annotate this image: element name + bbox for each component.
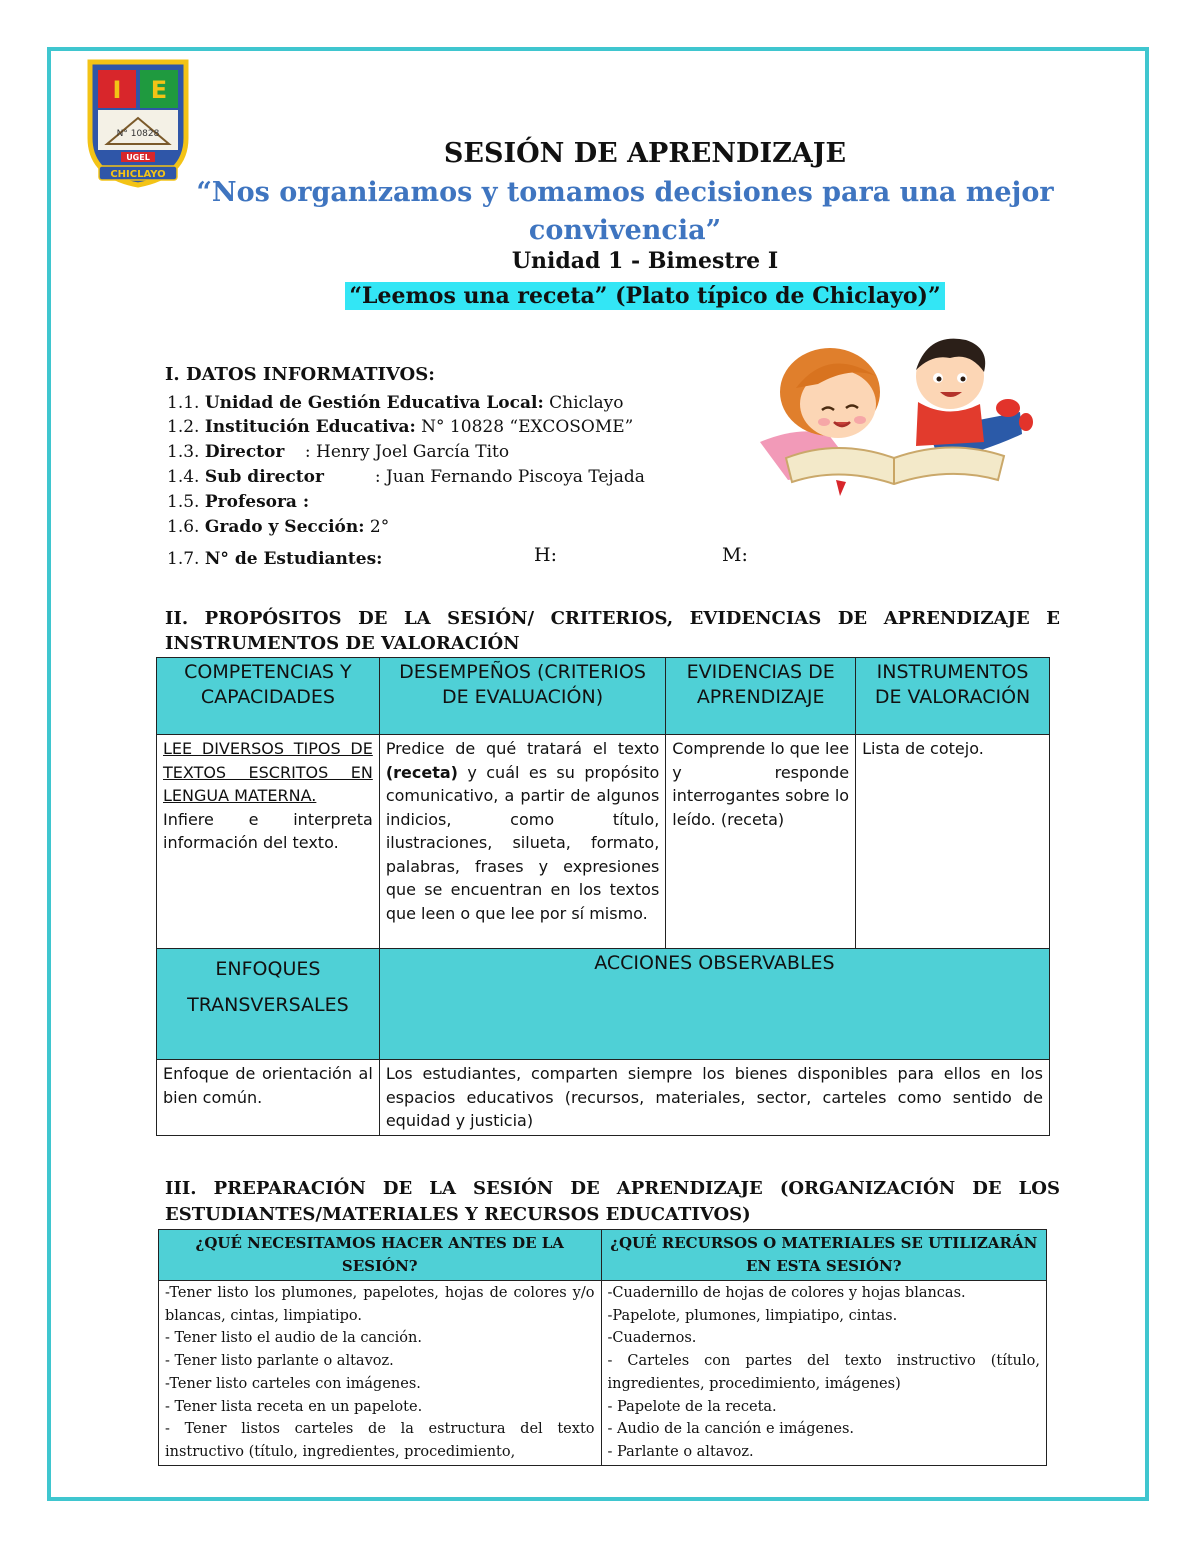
info-item-3	[167, 439, 509, 465]
girl-figure-icon	[780, 348, 880, 438]
competence-text: LEE DIVERSOS TIPOS DE TEXTOS ESCRITOS EN LENGUA MATERNA.	[163, 739, 373, 805]
resource-item: -Cuadernillo de hojas de colores y hojas blancas.	[607, 1285, 966, 1301]
prep-item: - Tener lista receta en un papelote.	[165, 1398, 423, 1415]
session-subtitle: “Nos organizamos y tomamos decisiones para una mejor convivencia”	[196, 177, 1054, 246]
prep-item: - Tener listo el audio de la canción.	[165, 1330, 422, 1347]
prep-item: -Tener listo los plumones, papelotes, hojas de colores y/o blancas, cintas, limpiatipo.	[165, 1285, 595, 1324]
info-label: Profesora :	[204, 492, 310, 512]
info-num: 1.1.	[167, 393, 200, 413]
before-session-header: ¿QUÉ NECESITAMOS HACER ANTES DE LA SESIÓN?	[159, 1230, 602, 1281]
competencias-header: COMPETENCIAS Y CAPACIDADES	[157, 658, 380, 735]
school-logo	[85, 58, 191, 188]
prep-item: -Tener listo carteles con imágenes.	[165, 1375, 421, 1392]
resource-item: -Cuadernos.	[607, 1330, 697, 1347]
instrument-cell: Lista de cotejo.	[856, 735, 1050, 949]
competence-cell	[157, 735, 380, 949]
info-value: : Henry Joel García Tito	[304, 442, 510, 462]
info-num: 1.2.	[167, 417, 200, 437]
info-heading: I. DATOS INFORMATIVOS:	[165, 364, 435, 385]
info-label: Institución Educativa:	[204, 417, 416, 437]
children-reading-illustration	[758, 330, 1033, 498]
section-3-heading-line1: III. PREPARACIÓN DE LA SESIÓN DE APRENDIZAJE (ORGANIZACIÓN DE LOS	[165, 1178, 1060, 1199]
enfoques-header-row	[157, 949, 1050, 1060]
boys-count-label: H:	[534, 544, 557, 566]
performance-text-end: y cuál es su propósito comunicativo, a partir de algunos indicios, como título, ilustraciones, silueta, formato, palabras, frases y expresiones que se encuentran en los textos que leen o que lee por sí mismo.	[385, 762, 660, 923]
purposes-table	[156, 657, 1050, 1136]
info-value: 2°	[364, 517, 390, 537]
info-label: Director	[204, 442, 285, 462]
section-2-heading-line2: INSTRUMENTOS DE VALORACIÓN	[165, 633, 520, 654]
page-title: SESIÓN DE APRENDIZAJE	[443, 138, 847, 169]
logo-letter-e: E	[150, 76, 168, 104]
info-item-1	[167, 390, 623, 416]
info-item-6	[167, 514, 389, 540]
info-num: 1.6.	[167, 517, 200, 537]
resource-item: - Carteles con partes del texto instructivo (título, ingredientes, procedimiento, imágenes)	[607, 1353, 1040, 1392]
info-num: 1.5.	[167, 492, 200, 512]
evidencias-header: EVIDENCIAS DE APRENDIZAJE	[666, 658, 856, 735]
info-value: : Juan Fernando Piscoya Tejada	[374, 467, 645, 487]
resources-cell	[601, 1281, 1047, 1466]
info-label: Grado y Sección:	[204, 517, 365, 537]
logo-letter-i: I	[112, 76, 122, 104]
evidence-cell: Comprende lo que lee y responde interrogantes sobre lo leído. (receta)	[666, 735, 856, 949]
info-value: N° 10828 “EXCOSOME”	[415, 417, 634, 437]
open-book-icon	[786, 447, 1004, 496]
info-label: Unidad de Gestión Educativa Local:	[204, 393, 544, 413]
enfoque-cell: Enfoque de orientación al bien común.	[157, 1060, 380, 1136]
purposes-header-row	[157, 658, 1050, 735]
acciones-header: ACCIONES OBSERVABLES	[379, 949, 1049, 1060]
prep-item: - Tener listos carteles de la estructura del texto instructivo (título, ingredientes, procedimiento,	[165, 1421, 595, 1460]
performance-text-start: Predice de qué tratará el texto	[385, 739, 660, 758]
preparation-table	[158, 1229, 1047, 1466]
resource-item: -Papelote, plumones, limpiatipo, cintas.	[607, 1307, 898, 1324]
lesson-title-wrap	[200, 282, 1090, 310]
info-item-5	[167, 489, 309, 515]
resource-item: - Parlante o altavoz.	[607, 1443, 754, 1460]
before-session-cell	[159, 1281, 602, 1466]
performance-cell	[379, 735, 665, 949]
resources-header: ¿QUÉ RECURSOS O MATERIALES SE UTILIZARÁN EN ESTA SESIÓN?	[601, 1230, 1047, 1281]
capacity-text: Infiere e interpreta información del texto.	[163, 809, 373, 852]
resource-item: - Audio de la canción e imágenes.	[607, 1421, 855, 1438]
performance-text-bold: (receta)	[385, 762, 458, 782]
logo-city: CHICLAYO	[110, 169, 166, 180]
info-num: 1.4.	[167, 467, 200, 487]
accion-cell: Los estudiantes, comparten siempre los bienes disponibles para ellos en los espacios educativos (recursos, materiales, sector, carteles como sentido de equidad y justicia)	[379, 1060, 1049, 1136]
info-num: 1.7.	[167, 549, 200, 569]
logo-school-number: N° 10828	[116, 129, 160, 139]
section-2-heading-line1: II. PROPÓSITOS DE LA SESIÓN/ CRITERIOS, EVIDENCIAS DE APRENDIZAJE E	[165, 608, 1060, 629]
info-item-7	[167, 546, 382, 572]
info-label: Sub director	[204, 467, 324, 487]
info-label: N° de Estudiantes:	[204, 549, 383, 569]
desempenos-header: DESEMPEÑOS (CRITERIOS DE EVALUACIÓN)	[379, 658, 665, 735]
section-3-heading-line2: ESTUDIANTES/MATERIALES Y RECURSOS EDUCATIVOS)	[165, 1204, 751, 1225]
info-item-4	[167, 464, 645, 490]
info-value: Chiclayo	[543, 393, 624, 413]
girls-count-label: M:	[722, 544, 748, 566]
info-item-2	[167, 414, 633, 440]
logo-ugel: UGEL	[126, 153, 150, 162]
preparation-header-row	[159, 1230, 1047, 1281]
preparation-row	[159, 1281, 1047, 1466]
unit-label: Unidad 1 - Bimestre I	[511, 248, 779, 274]
purposes-row	[157, 735, 1050, 949]
instrumentos-header: INSTRUMENTOS DE VALORACIÓN	[856, 658, 1050, 735]
prep-item: - Tener listo parlante o altavoz.	[165, 1353, 394, 1370]
lesson-title: “Leemos una receta” (Plato típico de Chiclayo)”	[345, 282, 944, 310]
resource-item: - Papelote de la receta.	[607, 1398, 777, 1415]
enfoques-row	[157, 1060, 1050, 1136]
enfoques-header: ENFOQUES TRANSVERSALES	[157, 949, 380, 1060]
info-num: 1.3.	[167, 442, 200, 462]
